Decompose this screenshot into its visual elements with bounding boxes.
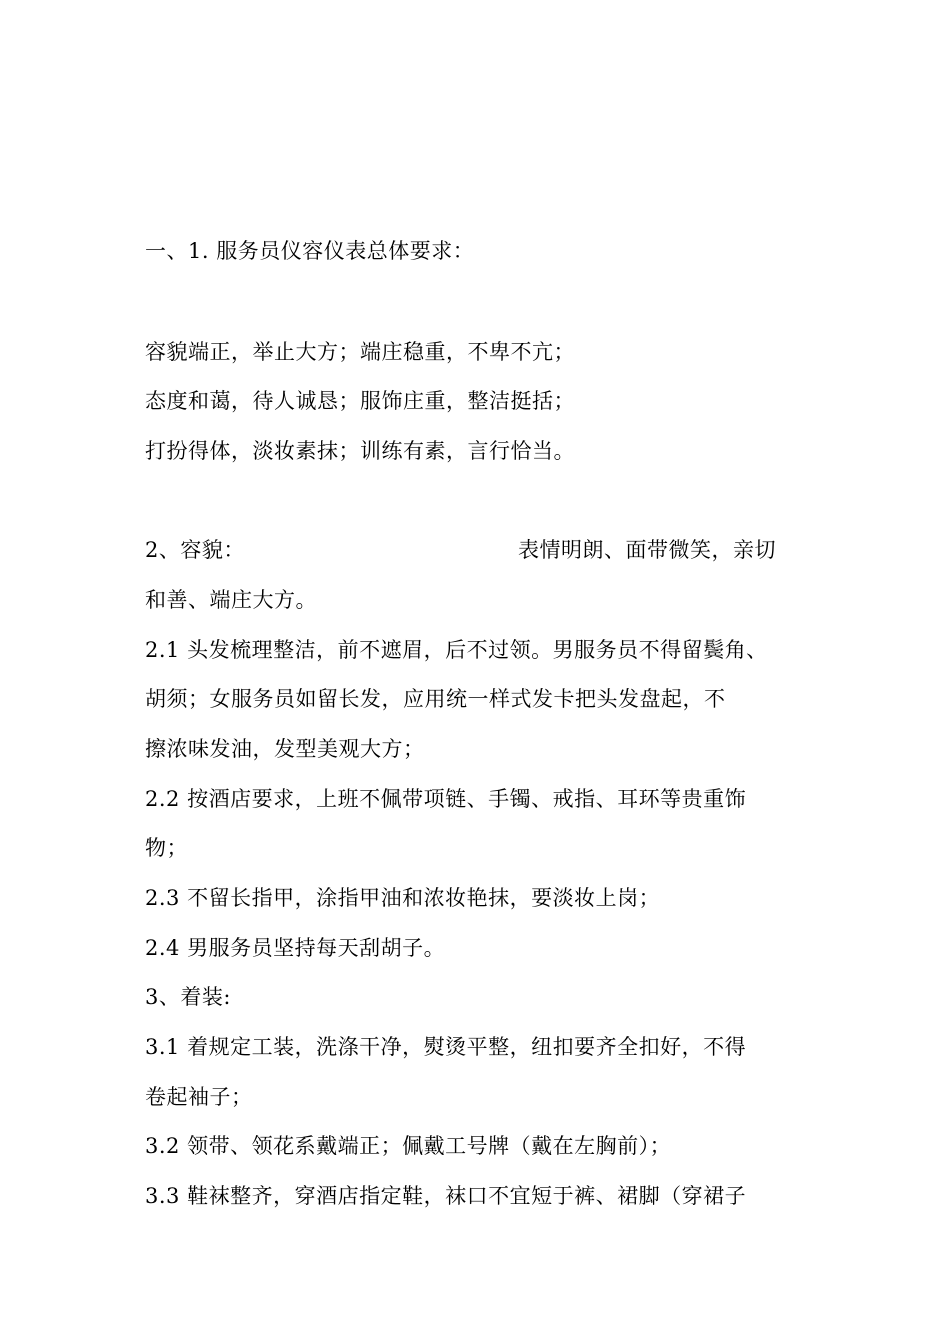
section2-desc-cont: 和善、端庄大方。 — [145, 588, 317, 612]
section2-desc-right: 表情明朗、面带微笑，亲切 — [518, 538, 776, 562]
summary-line-1: 容貌端正，举止大方；端庄稳重，不卑不亢； — [145, 340, 575, 364]
section2-item-line: 2.2 按酒店要求，上班不佩带项链、手镯、戒指、耳环等贵重饰 — [145, 787, 747, 811]
summary-line-2: 态度和蔼，待人诚恳；服饰庄重，整洁挺括； — [145, 389, 575, 413]
section2-item-line: 物； — [145, 836, 188, 860]
section2-item-line: 2.1 头发梳理整洁，前不遮眉，后不过领。男服务员不得留鬓角、 — [145, 638, 768, 662]
section3-item-line: 卷起袖子； — [145, 1085, 253, 1109]
section1-heading: 一、1. 服务员仪容仪表总体要求： — [145, 239, 475, 263]
section2-label: 2、容貌： — [145, 538, 245, 562]
section3-item-line: 3.1 着规定工装，洗涤干净，熨烫平整，纽扣要齐全扣好，不得 — [145, 1035, 747, 1059]
section2-item-line: 胡须；女服务员如留长发，应用统一样式发卡把头发盘起，不 — [145, 687, 726, 711]
section3-item-line: 3.2 领带、领花系戴端正；佩戴工号牌（戴在左胸前）； — [145, 1134, 672, 1158]
section3-label: 3、着装: — [145, 985, 231, 1009]
section2-item-line: 2.3 不留长指甲，涂指甲油和浓妆艳抹，要淡妆上岗； — [145, 886, 661, 910]
section2-item-line: 擦浓味发油，发型美观大方； — [145, 737, 425, 761]
section3-item-line: 3.3 鞋袜整齐，穿酒店指定鞋，袜口不宜短于裤、裙脚（穿裙子 — [145, 1184, 747, 1208]
section2-item-line: 2.4 男服务员坚持每天刮胡子。 — [145, 936, 446, 960]
summary-line-3: 打扮得体，淡妆素抹；训练有素，言行恰当。 — [145, 439, 575, 463]
